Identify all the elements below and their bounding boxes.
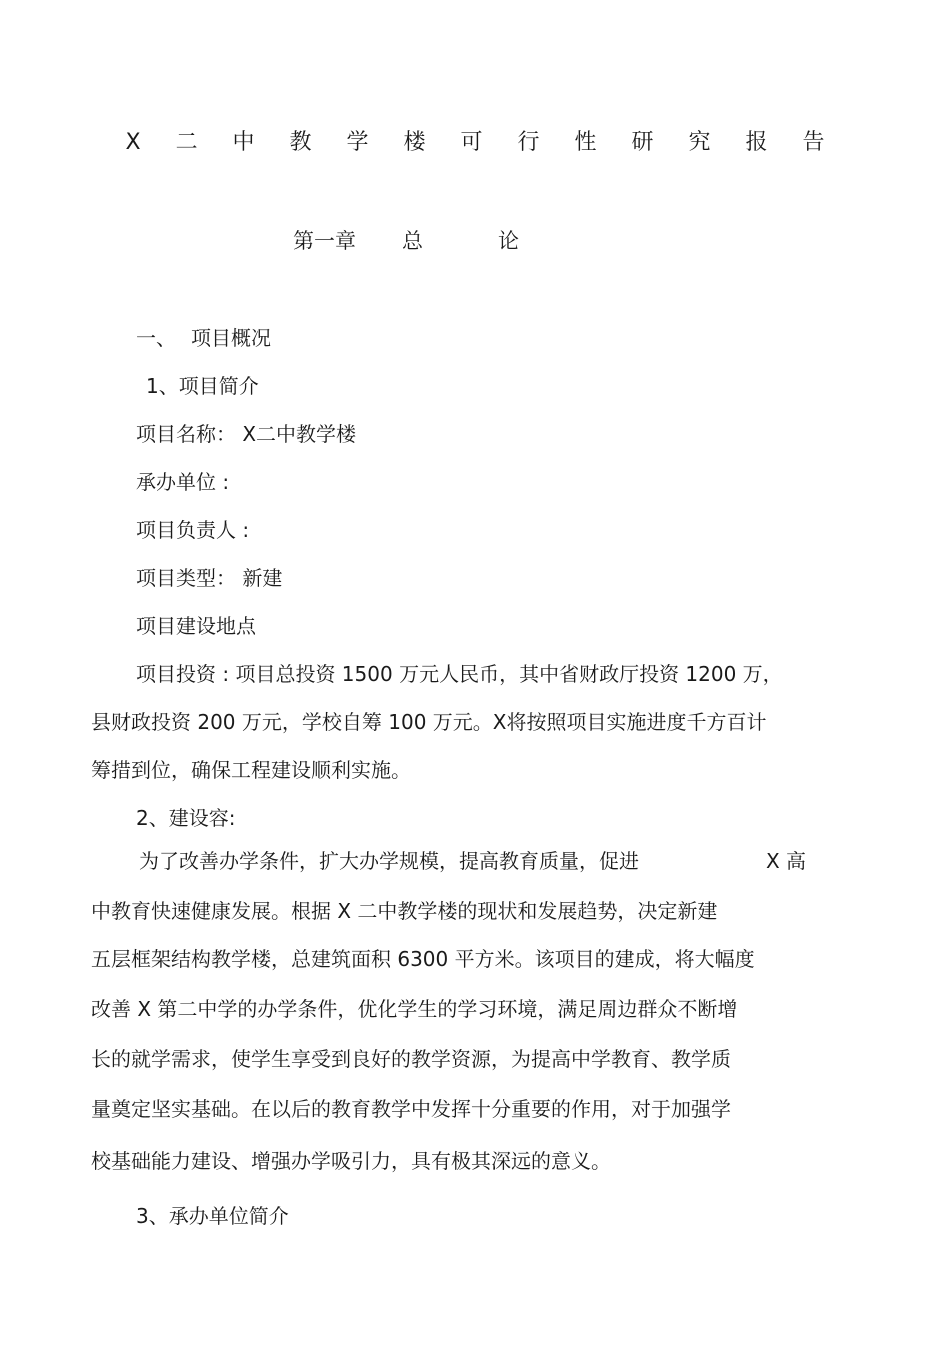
content-line: 长的就学需求，使学生享受到良好的教学资源，为提高中学教育、教学质 <box>91 1047 731 1071</box>
field-project-leader: 项目负责人 : <box>136 518 250 542</box>
content-line: 校基础能力建设、增强办学吸引力，具有极其深远的意义。 <box>91 1149 611 1173</box>
investment-line: 项目投资 : 项目总投资 1500 万元人民币，其中省财政厅投资 1200 万， <box>136 662 783 686</box>
chapter-name-part1: 总 <box>402 229 423 253</box>
field-host-unit: 承办单位 : <box>136 470 230 494</box>
investment-line: 县财政投资 200 万元，学校自筹 100 万元。X将按照项目实施进度千方百计 <box>91 710 767 734</box>
content-line: 五层框架结构教学楼，总建筑面积 6300 平方米。该项目的建成，将大幅度 <box>91 947 755 971</box>
content-line: 改善 X 第二中学的办学条件，优化学生的学习环境，满足周边群众不断增 <box>91 997 738 1021</box>
chapter-name-part2: 论 <box>498 229 519 253</box>
investment-line: 筹措到位，确保工程建设顺利实施。 <box>91 758 411 782</box>
document-title: X 二 中 教 学 楼 可 行 性 研 究 报 告 <box>125 130 839 155</box>
content-line: 量奠定坚实基础。在以后的教育教学中发挥十分重要的作用，对于加强学 <box>91 1097 731 1121</box>
field-project-type: 项目类型： 新建 <box>136 566 283 590</box>
chapter-number: 第一章 <box>293 229 356 253</box>
subsection-construction: 2、建设容: <box>136 806 236 830</box>
content-line-tail: X 高 <box>766 849 807 873</box>
field-project-location: 项目建设地点 <box>136 614 256 638</box>
content-line: 为了改善办学条件，扩大办学规模，提高教育质量，促进 <box>139 849 639 873</box>
subsection-project-intro: 1、项目简介 <box>146 374 259 398</box>
subsection-host-unit-intro: 3、承办单位简介 <box>136 1204 289 1228</box>
content-line: 中教育快速健康发展。根据 X 二中教学楼的现状和发展趋势，决定新建 <box>91 899 718 923</box>
section-title: 项目概况 <box>191 326 271 350</box>
field-project-name: 项目名称： X二中教学楼 <box>136 422 357 446</box>
section-number: 一、 <box>136 326 176 350</box>
